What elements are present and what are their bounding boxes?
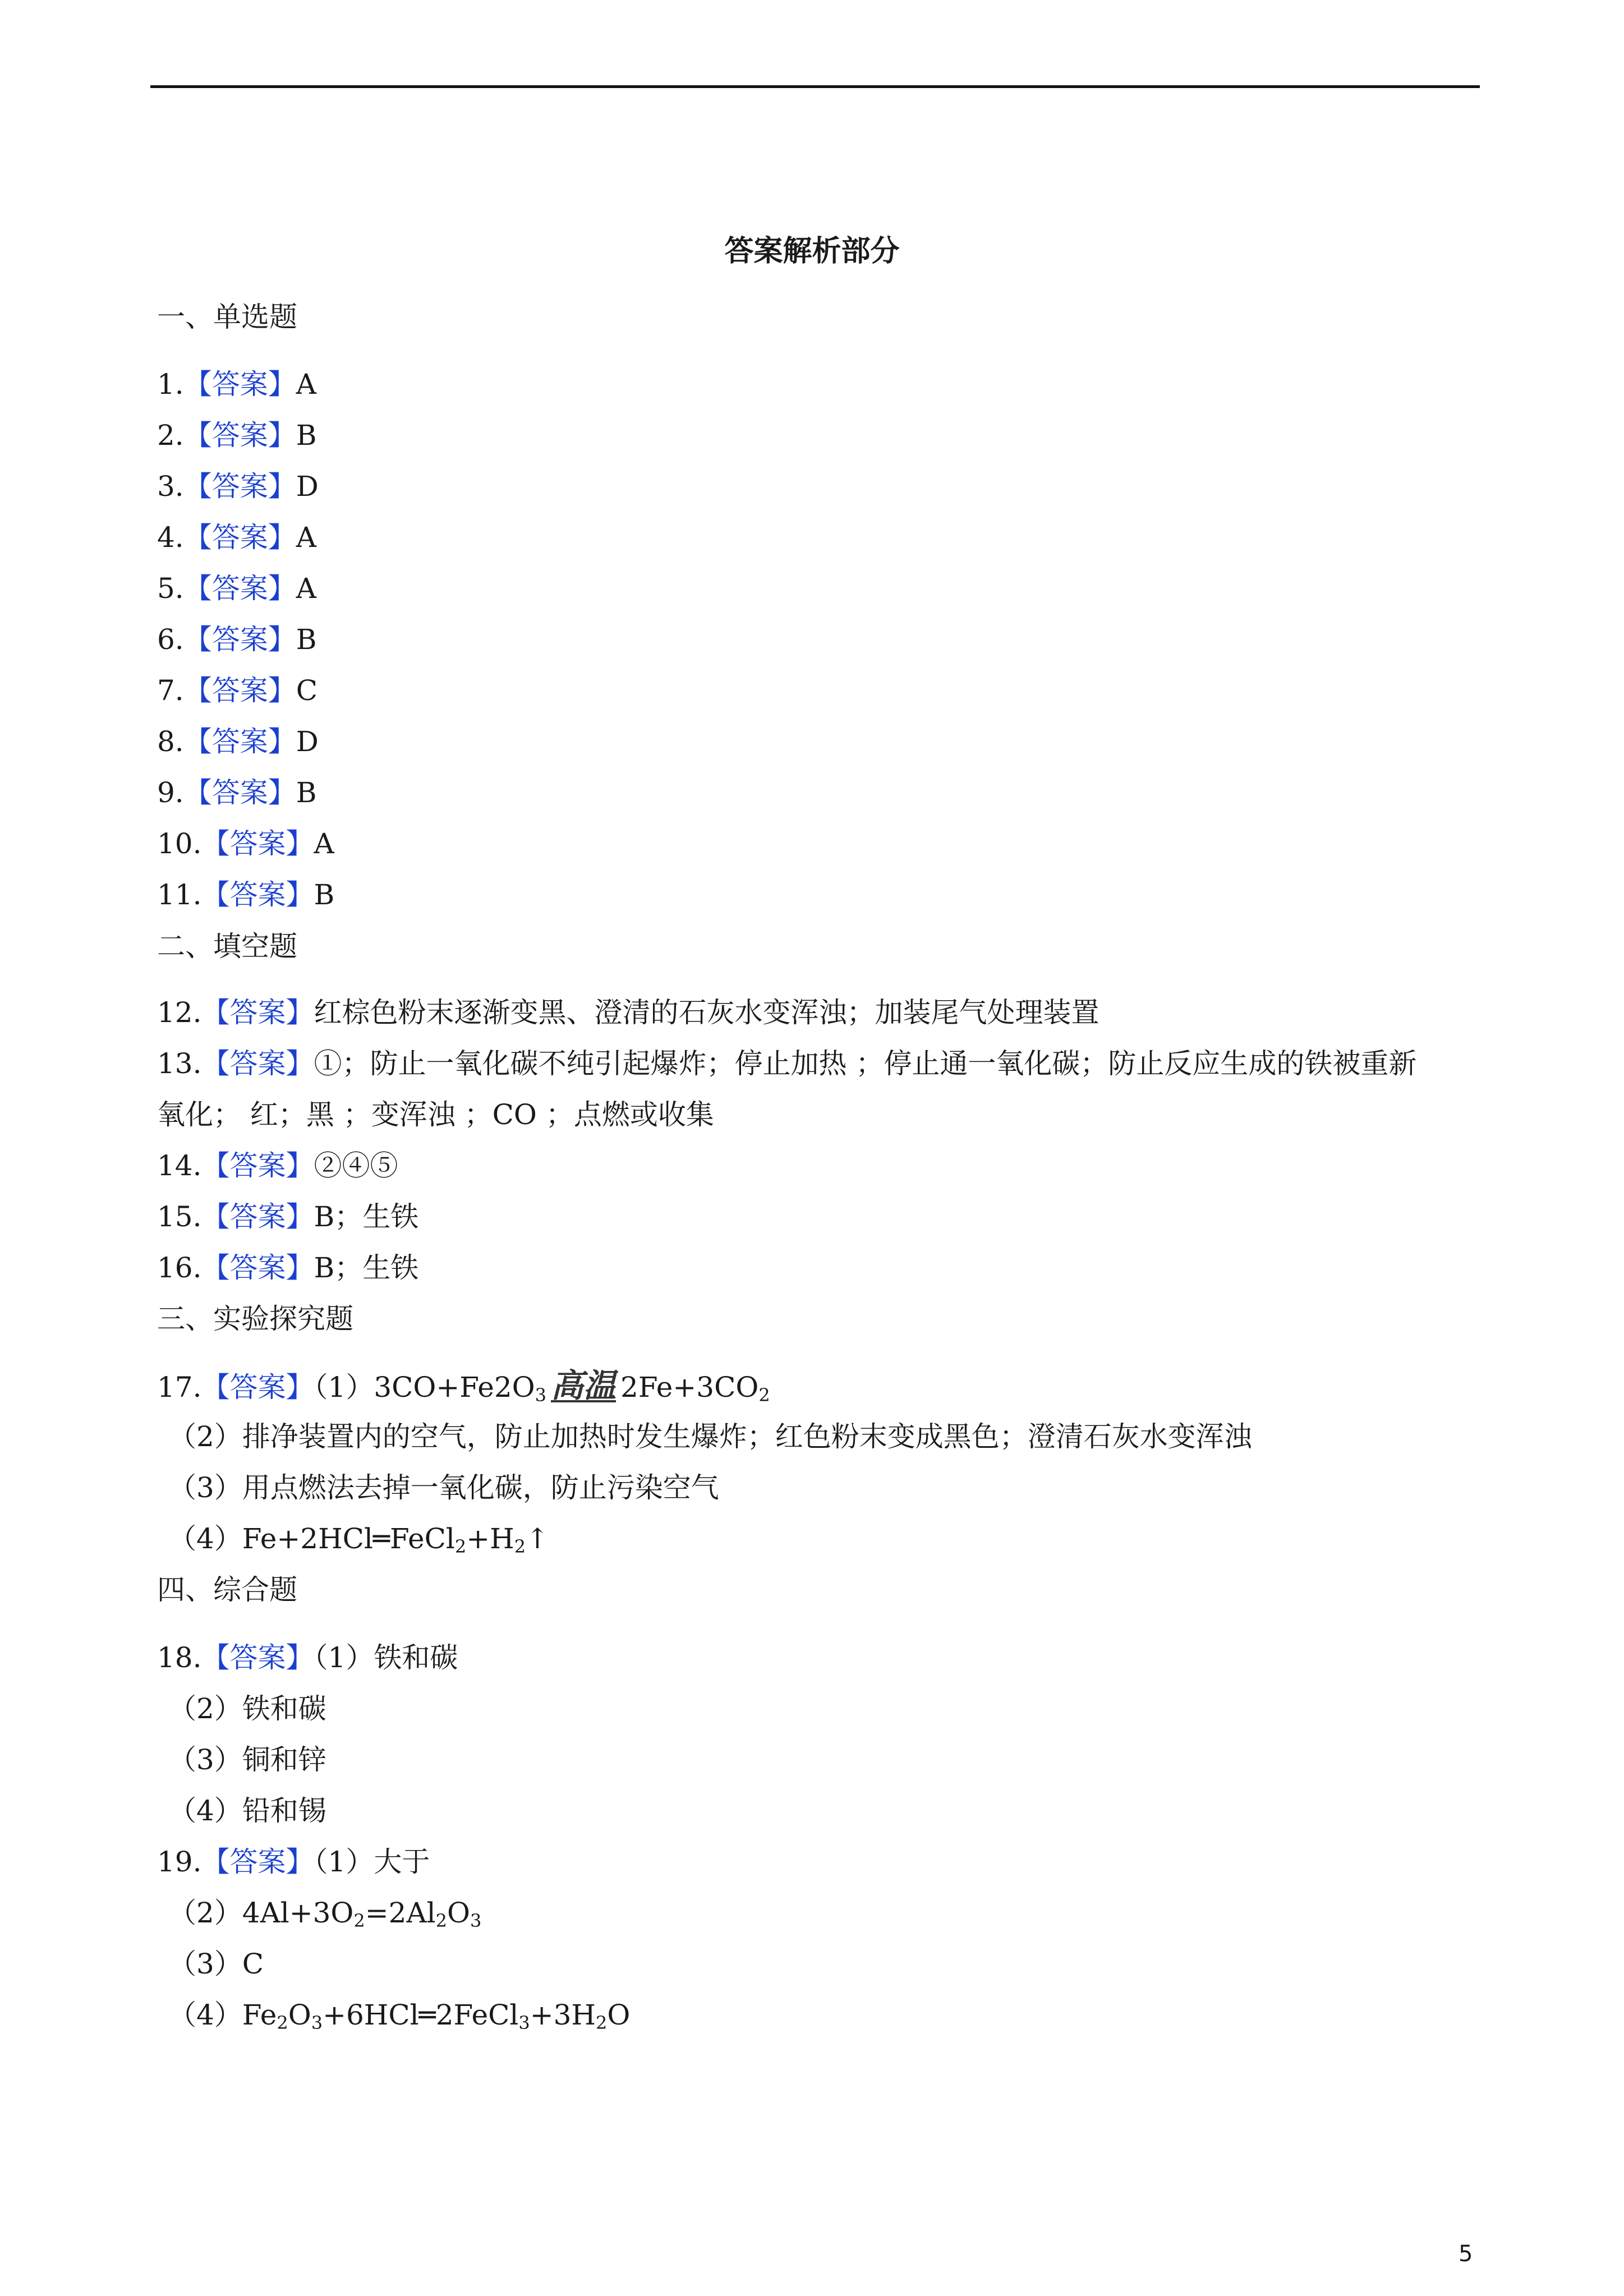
answer-line-17: 17.【答案】$(1)3CO+Fe2O_3$ 高温 $2Fe+3CO_2$ — [157, 1366, 770, 1406]
header-rule — [150, 85, 1480, 88]
answer-line-6: 6.【答案】B — [157, 623, 317, 656]
answer-line-14: 14.【答案】②④⑤ — [157, 1149, 398, 1182]
answer-line-19: 19.【答案】（1）大于 — [157, 1846, 430, 1878]
answer-18-part-4: （4）铅和锡 — [168, 1795, 326, 1827]
answer-19-part-4: $(4)Fe_2O_3+6HCl═2FeCl_3+3H_2O$ — [168, 1999, 631, 2033]
answer-line-10: 10.【答案】A — [157, 827, 334, 860]
answer-line-9: 9.【答案】B — [157, 776, 317, 809]
answer-line-2: 2.【答案】B — [157, 419, 317, 452]
answer-17-part-4: $(4)Fe+2HCl═FeCl_2+H_2↑$ — [168, 1522, 549, 1557]
section-heading-fill-blank: 二、填空题 — [157, 930, 297, 963]
answer-18-part-3: （3）铜和锌 — [168, 1743, 326, 1776]
section-heading-comprehensive: 四、综合题 — [157, 1573, 297, 1606]
section-heading-single-choice: 一、单选题 — [157, 301, 297, 333]
answer-line-5: 5.【答案】A — [157, 572, 316, 605]
answer-line-11: 11.【答案】B — [157, 878, 335, 911]
answer-line-4: 4.【答案】A — [157, 521, 316, 554]
answer-17-part-3: （3）用点燃法去掉一氧化碳，防止污染空气 — [168, 1471, 719, 1504]
page-title: 答案解析部分 — [724, 234, 900, 268]
section-heading-experiment: 三、实验探究题 — [157, 1303, 353, 1335]
page-number: 5 — [1459, 2241, 1473, 2267]
answer-line-13: 13.【答案】①；防止一氧化碳不纯引起爆炸；停止加热 ；停止通一氧化碳；防止反应生成的铁被重新 — [157, 1047, 1417, 1080]
answer-line-16: 16.【答案】B；生铁 — [157, 1251, 419, 1284]
answer-line-3: 3.【答案】D — [157, 470, 319, 503]
answer-17-part-2: （2）排净装置内的空气，防止加热时发生爆炸；红色粉末变成黑色；澄清石灰水变浑浊 — [168, 1420, 1252, 1453]
answer-19-part-2: $(2)4Al+3O_2=2Al_2O_3$ — [168, 1897, 482, 1931]
answer-18-part-2: （2）铁和碳 — [168, 1692, 326, 1725]
answer-line-18: 18.【答案】（1）铁和碳 — [157, 1641, 458, 1674]
answer-line-8: 8.【答案】D — [157, 725, 319, 758]
answer-line-15: 15.【答案】B；生铁 — [157, 1200, 419, 1233]
answer-line-7: 7.【答案】C — [157, 674, 318, 707]
answer-19-part-3: （3）C — [168, 1948, 264, 1980]
answer-line-12: 12.【答案】红棕色粉末逐渐变黑、澄清的石灰水变浑浊；加装尾气处理装置 — [157, 996, 1099, 1029]
answer-line-13-continued: 氧化； 红；黑 ；变浑浊 ；CO ；点燃或收集 — [157, 1098, 714, 1131]
answer-line-1: 1.【答案】A — [157, 368, 316, 401]
reaction-condition-label: 高温 — [551, 1366, 617, 1405]
